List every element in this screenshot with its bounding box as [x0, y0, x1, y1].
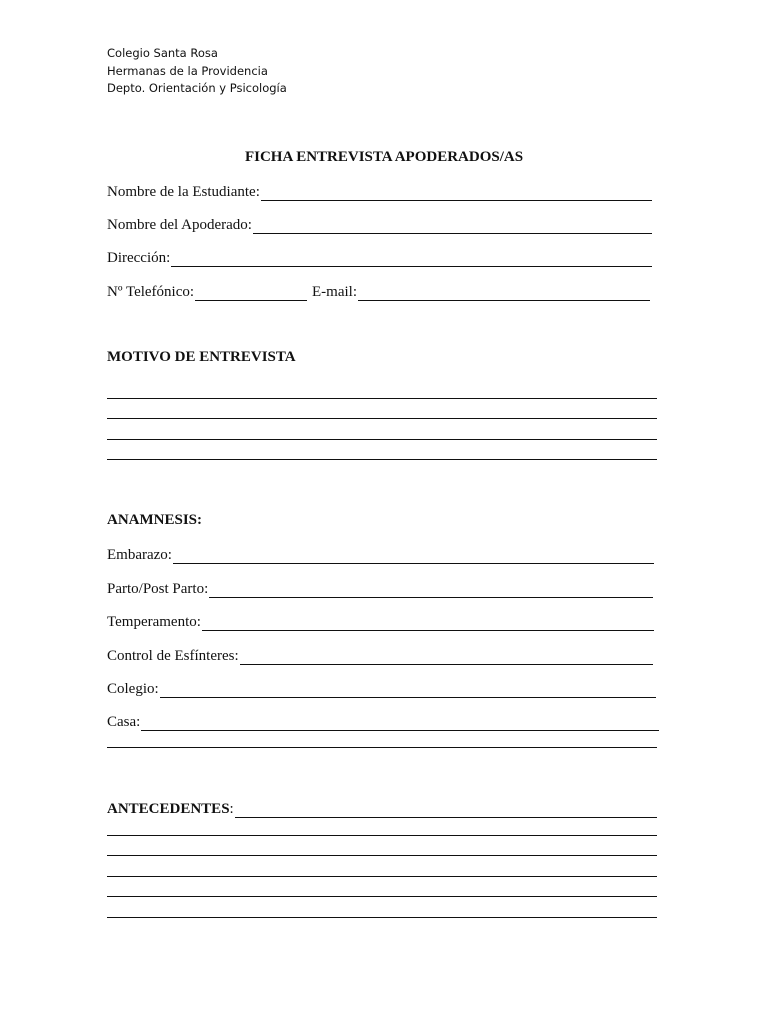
student-name-label: Nombre de la Estudiante:	[107, 184, 260, 200]
phone-field[interactable]	[107, 281, 307, 301]
phone-line[interactable]	[195, 284, 307, 301]
motivo-line[interactable]	[107, 439, 657, 440]
guardian-name-field[interactable]	[107, 214, 652, 234]
colegio-label: Colegio:	[107, 681, 159, 697]
email-line[interactable]	[358, 284, 650, 301]
esfinteres-line[interactable]	[240, 648, 653, 665]
school-header	[107, 45, 287, 98]
school-name: Colegio Santa Rosa	[107, 46, 218, 60]
antecedentes-field[interactable]	[107, 798, 657, 818]
motivo-line[interactable]	[107, 418, 657, 419]
parto-label: Parto/Post Parto:	[107, 581, 209, 597]
casa-label: Casa:	[107, 714, 141, 730]
student-name-line[interactable]	[261, 184, 652, 201]
email-label: E-mail:	[312, 284, 357, 300]
antecedentes-colon: :	[229, 801, 234, 817]
colegio-line[interactable]	[160, 681, 656, 698]
school-order: Hermanas de la Providencia	[107, 63, 268, 78]
antecedentes-line[interactable]	[235, 801, 657, 818]
esfinteres-field[interactable]	[107, 645, 653, 665]
temperamento-field[interactable]	[107, 611, 654, 631]
antecedentes-line[interactable]	[107, 917, 657, 918]
address-line[interactable]	[171, 250, 652, 267]
guardian-name-label: Nombre del Apoderado:	[107, 217, 252, 233]
antecedentes-line[interactable]	[107, 896, 657, 897]
casa-line[interactable]	[141, 714, 659, 731]
parto-field[interactable]	[107, 578, 653, 598]
form-title: FICHA ENTREVISTA APODERADOS/AS	[244, 149, 524, 165]
temperamento-label: Temperamento:	[107, 614, 201, 630]
student-name-field[interactable]	[107, 181, 652, 201]
embarazo-label: Embarazo:	[107, 547, 172, 563]
school-department: Depto. Orientación y Psicología	[107, 81, 287, 95]
anamnesis-heading: ANAMNESIS:	[107, 512, 203, 528]
motivo-heading: MOTIVO DE ENTREVISTA	[107, 349, 296, 365]
antecedentes-heading: ANTECEDENTES	[107, 801, 230, 817]
address-label: Dirección:	[107, 250, 171, 266]
embarazo-field[interactable]	[107, 544, 654, 564]
casa-extra-line[interactable]	[107, 747, 657, 748]
esfinteres-label: Control de Esfínteres:	[107, 648, 239, 664]
motivo-line[interactable]	[107, 398, 657, 399]
antecedentes-line[interactable]	[107, 876, 657, 877]
antecedentes-line[interactable]	[107, 855, 657, 856]
colegio-field[interactable]	[107, 678, 656, 698]
antecedentes-line[interactable]	[107, 835, 657, 836]
parto-line[interactable]	[209, 581, 653, 598]
casa-field[interactable]	[107, 711, 659, 731]
guardian-name-line[interactable]	[253, 217, 652, 234]
temperamento-line[interactable]	[202, 614, 654, 631]
email-field[interactable]	[312, 281, 650, 301]
motivo-line[interactable]	[107, 459, 657, 460]
address-field[interactable]	[107, 247, 652, 267]
phone-label: Nº Telefónico:	[107, 284, 195, 300]
embarazo-line[interactable]	[173, 547, 654, 564]
antecedentes-label	[107, 801, 234, 818]
